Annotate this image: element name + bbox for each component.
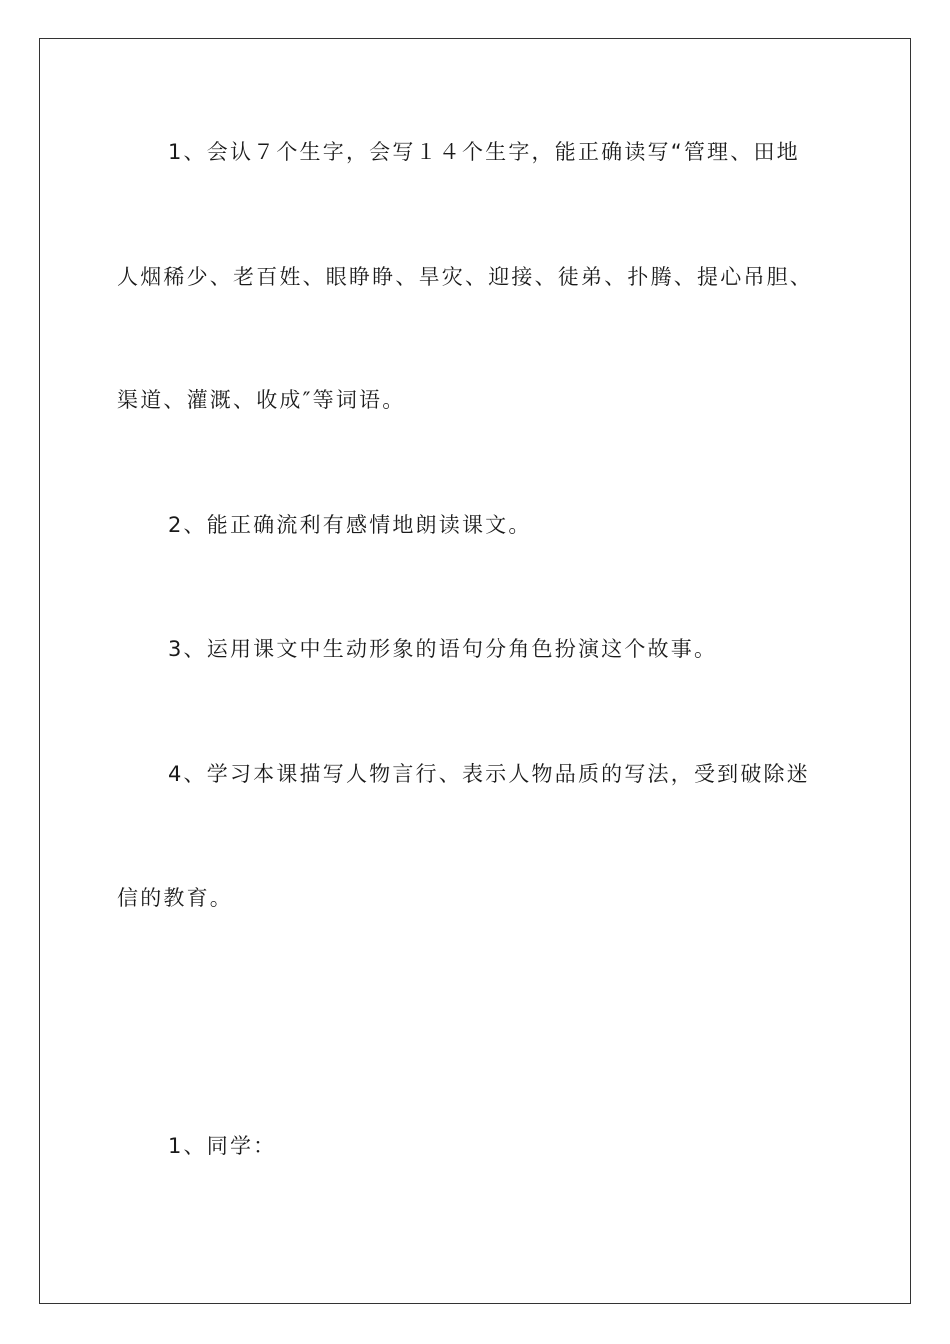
page-border	[39, 38, 911, 1304]
objective-2: 2、能正确流利有感情地朗读课文。	[168, 513, 532, 537]
objective-4-line-2: 信的教育。	[117, 886, 233, 910]
objective-1-line-2: 人烟稀少、老百姓、眼睁睁、旱灾、迎接、徒弟、扑腾、提心吊胆、	[117, 265, 813, 289]
objective-1-line-3: 渠道、灌溉、收成″等词语。	[117, 388, 406, 412]
objective-1-line-1: 1、会认７个生字，会写１４个生字，能正确读写“管理、田地	[168, 140, 800, 164]
objective-4-line-1: 4、学习本课描写人物言行、表示人物品质的写法，受到破除迷	[168, 762, 810, 786]
objective-3: 3、运用课文中生动形象的语句分角色扮演这个故事。	[168, 637, 718, 661]
section-item-1: 1、同学：	[168, 1134, 277, 1158]
